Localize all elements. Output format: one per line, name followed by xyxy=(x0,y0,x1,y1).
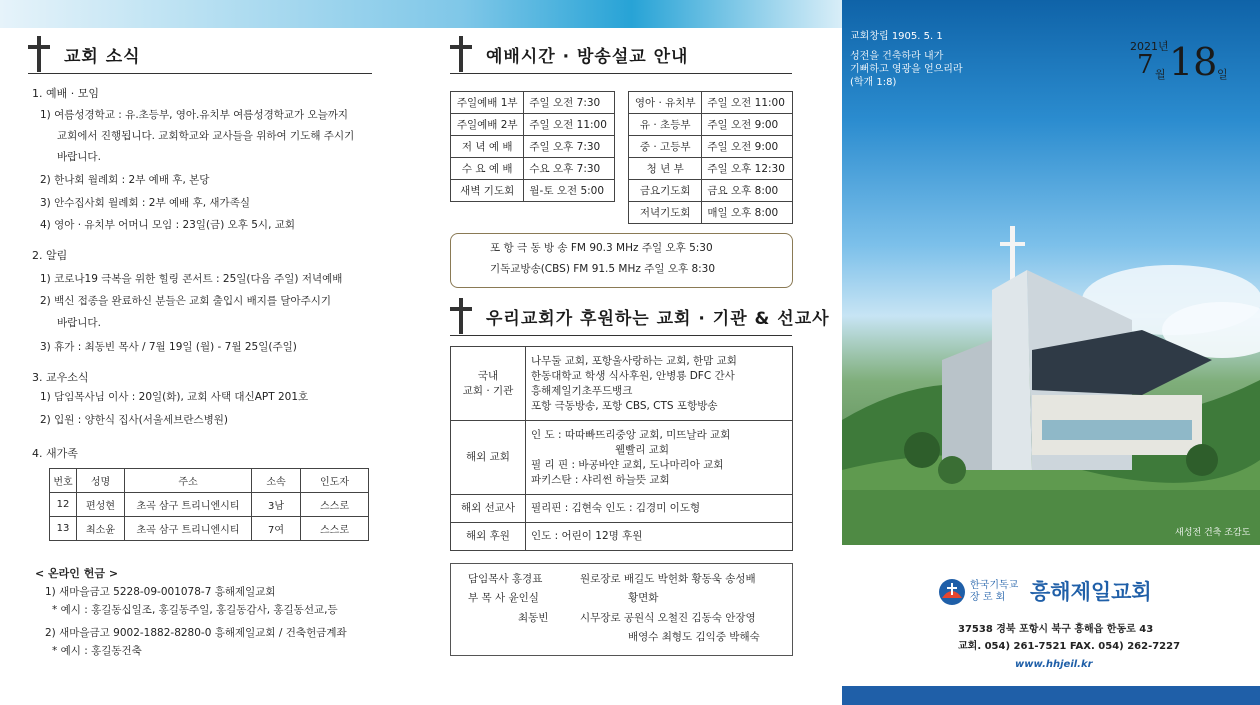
support-line: 흥해제일기초푸드뱅크 xyxy=(531,384,633,397)
support-title: 우리교회가 후원하는 교회 · 기관 & 선교사 xyxy=(486,308,830,329)
support-line: 인 도 : 따따빠뜨리중앙 교회, 미뜨날라 교회 xyxy=(531,428,731,441)
news-s2-heading: 2. 알림 xyxy=(32,249,68,262)
support-key-line: 교회 · 기관 xyxy=(462,384,514,397)
service-time: 수요 오후 7:30 xyxy=(524,158,615,180)
service-name: 저 녁 예 배 xyxy=(451,136,524,158)
service-time: 매일 오후 8:00 xyxy=(702,202,793,224)
top-decorative-band xyxy=(0,0,842,28)
service-name: 영아 · 유치부 xyxy=(629,92,702,114)
table-row xyxy=(451,158,615,180)
new-family-table xyxy=(49,468,369,541)
online-line: * 예시 : 홍길동십일조, 홍길동주일, 홍길동감사, 홍길동선교,등 xyxy=(52,604,338,616)
news-line: 4) 영아 · 유치부 어머니 모임 : 23일(금) 오후 5시, 교회 xyxy=(40,219,296,231)
table-row xyxy=(451,114,615,136)
table-header-cell: 주소 xyxy=(125,469,252,493)
table-cell: 초곡 삼구 트리니엔시티 xyxy=(125,493,252,517)
news-s1-heading: 1. 예배 · 모임 xyxy=(32,87,99,100)
divider xyxy=(28,73,372,74)
table-header-row xyxy=(50,469,369,493)
table-cell: 스스로 xyxy=(301,493,369,517)
staff-right: 시무장로 공원식 오철진 김동숙 안장영 xyxy=(580,612,756,624)
news-s4-heading: 4. 새가족 xyxy=(32,447,78,460)
online-offering-heading: < 온라인 헌금 > xyxy=(35,567,119,580)
table-cell: 7여 xyxy=(252,517,301,541)
support-table xyxy=(450,346,793,551)
date-month-unit: 월 xyxy=(1155,68,1166,81)
denomination: 장 로 회 xyxy=(970,592,1006,603)
cross-icon xyxy=(28,36,50,72)
news-line: 교회에서 진행됩니다. 교회학교와 교사들을 위하여 기도해 주시기 xyxy=(57,130,355,142)
service-time: 월-토 오전 5:00 xyxy=(524,180,615,202)
support-key-line: 국내 xyxy=(477,369,499,382)
service-time: 주일 오전 9:00 xyxy=(702,136,793,158)
news-line: 3) 휴가 : 최동빈 목사 / 7월 19일 (월) - 7월 25일(주일) xyxy=(40,341,297,353)
news-header xyxy=(28,36,141,72)
table-row xyxy=(629,114,793,136)
table-cell: 3남 xyxy=(252,493,301,517)
news-line: 1) 담임목사님 이사 : 20일(화), 교회 사택 대신APT 201호 xyxy=(40,391,309,403)
founded-text: 교회창립 1905. 5. 1 xyxy=(850,31,943,42)
news-line: 2) 입원 : 양한식 집사(서울세브란스병원) xyxy=(40,414,229,426)
service-time: 주일 오전 9:00 xyxy=(702,114,793,136)
support-key xyxy=(451,347,526,421)
table-cell: 최소윤 xyxy=(77,517,125,541)
broadcast-line: 기독교방송(CBS) FM 91.5 MHz 주일 오후 8:30 xyxy=(490,263,716,275)
bulletin-date xyxy=(1125,38,1230,88)
table-row xyxy=(629,92,793,114)
news-title: 교회 소식 xyxy=(64,46,141,67)
cross-icon xyxy=(450,36,472,72)
worship-title: 예배시간 · 방송설교 안내 xyxy=(486,46,689,67)
table-row xyxy=(50,517,369,541)
date-day: 18 xyxy=(1169,40,1218,84)
divider xyxy=(450,73,792,74)
service-time: 주일 오전 11:00 xyxy=(524,114,615,136)
photo-caption: 새성전 건축 조감도 xyxy=(1175,528,1251,538)
staff-left: 최동빈 xyxy=(518,612,549,624)
support-header xyxy=(450,298,830,334)
table-cell: 스스로 xyxy=(301,517,369,541)
verse-line: (학개 1:8) xyxy=(850,77,897,88)
support-value: 필리핀 : 김현숙 인도 : 김경미 이도형 xyxy=(526,495,793,523)
worship-schedule-left xyxy=(450,91,615,202)
service-name: 주일예배 1부 xyxy=(451,92,524,114)
news-line: 1) 여름성경학교 : 유.초등부, 영아.유치부 여름성경학교가 오늘까지 xyxy=(40,109,349,121)
worship-header xyxy=(450,36,688,72)
church-website-link[interactable]: www.hhjeil.kr xyxy=(1015,659,1093,670)
table-header-cell: 소속 xyxy=(252,469,301,493)
cross-icon xyxy=(450,298,472,334)
table-header-cell: 인도자 xyxy=(301,469,369,493)
table-header-cell: 번호 xyxy=(50,469,77,493)
service-time: 주일 오전 7:30 xyxy=(524,92,615,114)
news-line: 2) 한나회 월례회 : 2부 예배 후, 본당 xyxy=(40,174,210,186)
support-line: 필 리 핀 : 바공바얀 교회, 도나마리아 교회 xyxy=(531,458,724,471)
service-name: 중 · 고등부 xyxy=(629,136,702,158)
broadcast-line: 포 항 극 동 방 송 FM 90.3 MHz 주일 오후 5:30 xyxy=(490,242,713,254)
staff-left: 담임목사 홍경표 xyxy=(468,573,543,585)
news-line: 1) 코로나19 극복을 위한 힐링 콘서트 : 25일(다음 주일) 저녁예배 xyxy=(40,273,343,285)
news-line: 바랍니다. xyxy=(57,151,101,163)
divider xyxy=(450,335,792,336)
support-value: 인도 : 어린이 12명 후원 xyxy=(526,523,793,551)
service-name: 유 · 초등부 xyxy=(629,114,702,136)
support-line: 나무둘 교회, 포항울사랑하는 교회, 한맘 교회 xyxy=(531,354,737,367)
online-line: 2) 새마을금고 9002-1882-8280-0 흥해제일교회 / 건축헌금계좌 xyxy=(45,627,347,639)
news-line: 3) 안수집사회 월례회 : 2부 예배 후, 새가족실 xyxy=(40,197,250,209)
church-address: 37538 경북 포항시 북구 흥해읍 한동로 43 xyxy=(958,624,1154,635)
support-line: 웰빨리 교회 xyxy=(615,443,670,456)
service-name: 저녁기도회 xyxy=(629,202,702,224)
service-time: 금요 오후 8:00 xyxy=(702,180,793,202)
support-key: 해외 선교사 xyxy=(451,495,526,523)
footer-band xyxy=(842,686,1260,705)
service-time: 주일 오후 7:30 xyxy=(524,136,615,158)
church-name: 흥해제일교회 xyxy=(1030,580,1152,604)
table-row xyxy=(629,202,793,224)
news-s3-heading: 3. 교우소식 xyxy=(32,371,89,384)
worship-schedule-right xyxy=(628,91,793,224)
table-row xyxy=(451,180,615,202)
church-logo-icon xyxy=(938,578,966,606)
support-key: 해외 교회 xyxy=(451,421,526,495)
table-cell: 13 xyxy=(50,517,77,541)
date-month: 7 xyxy=(1137,50,1154,80)
news-line: 2) 백신 접종을 완료하신 분들은 교회 출입시 배지를 달아주시기 xyxy=(40,295,332,307)
support-value xyxy=(526,421,793,495)
table-row xyxy=(451,421,793,495)
support-key: 해외 후원 xyxy=(451,523,526,551)
denomination: 한국기독교 xyxy=(970,580,1019,591)
service-time: 주일 오후 12:30 xyxy=(702,158,793,180)
table-row xyxy=(451,495,793,523)
church-phone: 교회. 054) 261-7521 FAX. 054) 262-7227 xyxy=(958,641,1181,652)
table-cell: 편성현 xyxy=(77,493,125,517)
table-row xyxy=(451,92,615,114)
service-time: 주일 오전 11:00 xyxy=(702,92,793,114)
table-row xyxy=(50,493,369,517)
service-name: 금요기도회 xyxy=(629,180,702,202)
verse-line: 기뻐하고 영광을 얻으리라 xyxy=(850,64,963,75)
staff-right: 황면화 xyxy=(628,592,659,604)
service-name: 수 요 예 배 xyxy=(451,158,524,180)
date-year: 2021년 xyxy=(1130,40,1169,53)
support-value xyxy=(526,347,793,421)
staff-right: 원로장로 배길도 박헌화 황동욱 송성배 xyxy=(580,573,756,585)
table-cell: 12 xyxy=(50,493,77,517)
table-row xyxy=(629,180,793,202)
news-line: 바랍니다. xyxy=(57,317,101,329)
table-header-cell: 성명 xyxy=(77,469,125,493)
table-row xyxy=(451,136,615,158)
online-line: 1) 새마을금고 5228-09-001078-7 흥해제일교회 xyxy=(45,586,276,598)
date-day-unit: 일 xyxy=(1217,68,1228,81)
service-name: 청 년 부 xyxy=(629,158,702,180)
staff-right: 배영수 최형도 김익중 박해숙 xyxy=(628,631,760,643)
support-line: 포항 극동방송, 포항 CBS, CTS 포항방송 xyxy=(531,399,718,412)
table-row xyxy=(629,136,793,158)
service-name: 주일예배 2부 xyxy=(451,114,524,136)
table-row xyxy=(451,347,793,421)
table-cell: 초곡 삼구 트리니엔시티 xyxy=(125,517,252,541)
support-line: 파키스탄 : 샤리썬 하늘뜻 교회 xyxy=(531,473,670,486)
staff-left: 부 목 사 윤인실 xyxy=(468,592,539,604)
verse-line: 성전을 건축하라 내가 xyxy=(850,51,944,62)
table-row xyxy=(629,158,793,180)
online-line: * 예시 : 홍길동건축 xyxy=(52,645,142,657)
support-line: 한동대학교 학생 식사후원, 안병룡 DFC 간사 xyxy=(531,369,735,382)
table-row xyxy=(451,523,793,551)
service-name: 새벽 기도회 xyxy=(451,180,524,202)
